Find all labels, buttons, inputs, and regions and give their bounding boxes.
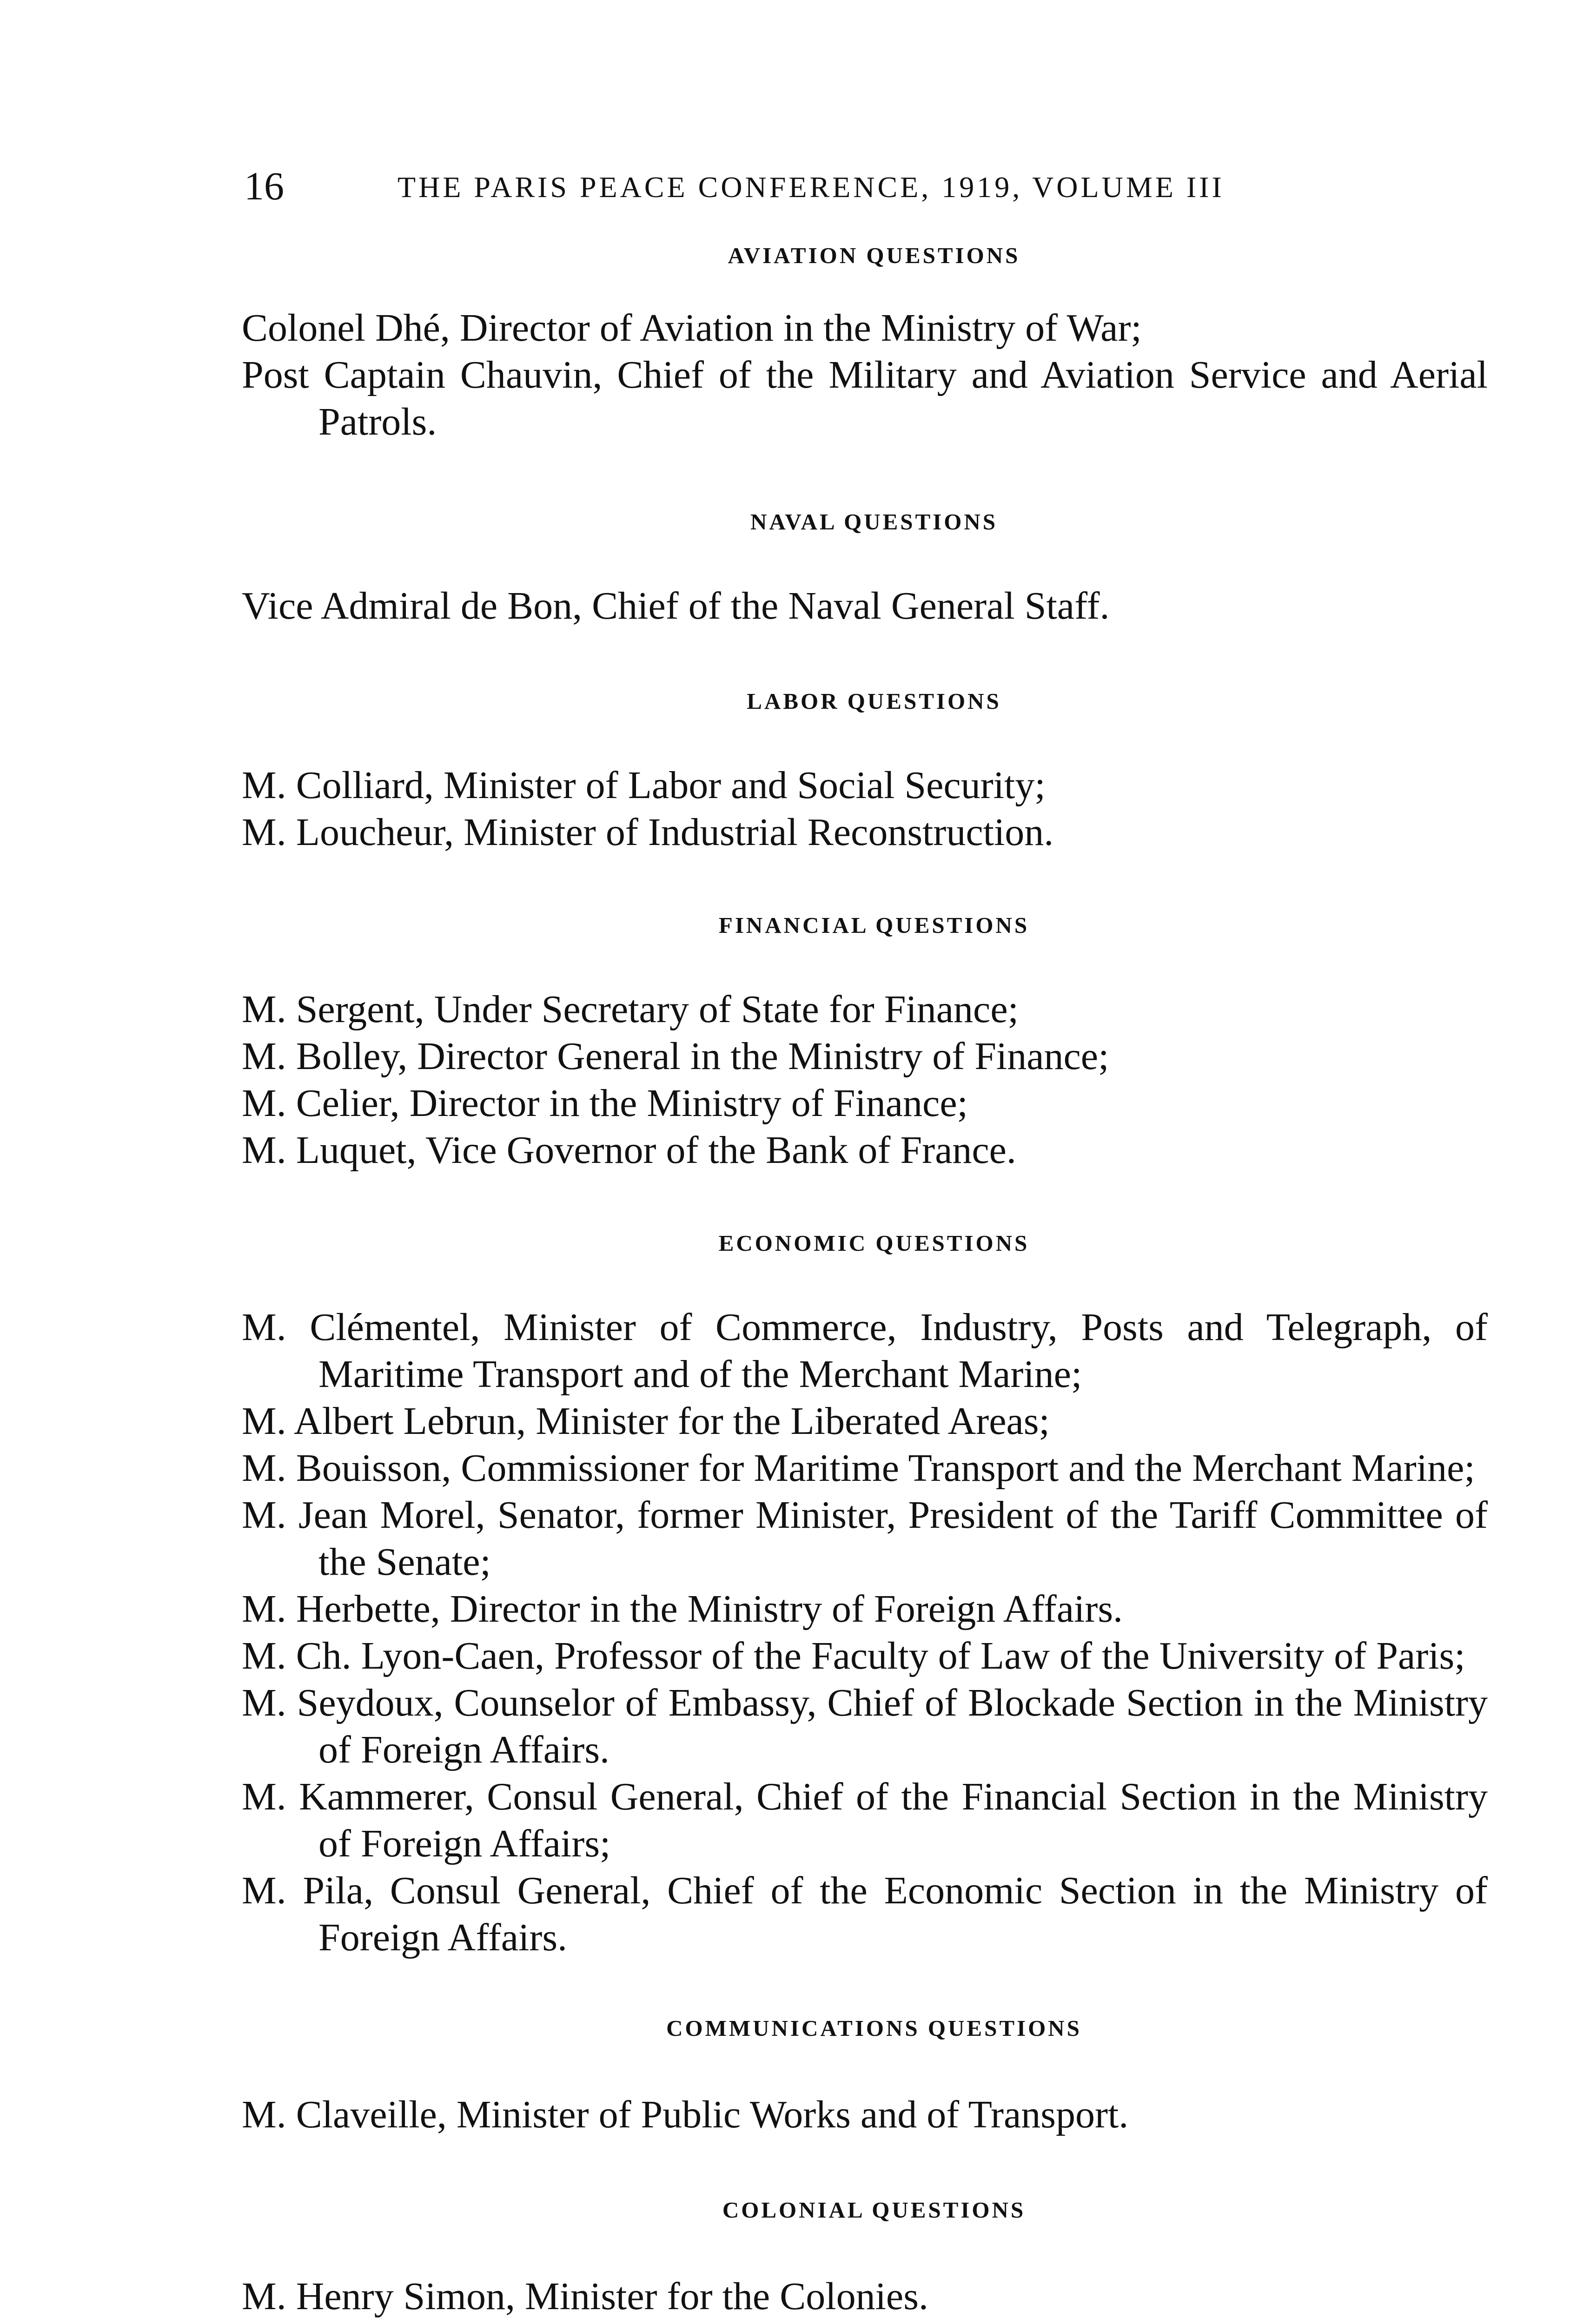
list-item: M. Bouisson, Commissioner for Maritime Transport and the Merchant Marine; <box>242 1446 1475 1490</box>
entry-list <box>242 1304 1488 1961</box>
entry-list <box>242 2091 1488 2138</box>
list-item: M. Herbette, Director in the Ministry of Foreign Affairs. <box>242 1587 1123 1631</box>
list-item: M. Clémentel, Minister of Commerce, Industry, Posts and Telegraph, of Maritime Transport and of the Merchant Marine; <box>242 1306 1488 1396</box>
list-item: M. Claveille, Minister of Public Works and of Transport. <box>242 2093 1129 2136</box>
list-item: M. Jean Morel, Senator, former Minister, President of the Tariff Committee of the Senate; <box>242 1493 1488 1584</box>
list-item: M. Celier, Director in the Ministry of Finance; <box>242 1082 968 1125</box>
list-item: M. Pila, Consul General, Chief of the Economic Section in the Ministry of Foreign Affairs. <box>242 1869 1488 1959</box>
list-item: M. Sergent, Under Secretary of State for Finance; <box>242 988 1019 1031</box>
section-heading: NAVAL QUESTIONS <box>750 509 998 535</box>
list-item: M. Kammerer, Consul General, Chief of the Financial Section in the Ministry of Foreign Affairs; <box>242 1775 1488 1865</box>
section-aviation-questions <box>242 239 1488 445</box>
page-number: 16 <box>244 164 284 208</box>
entry-list <box>242 762 1488 856</box>
list-item: M. Albert Lebrun, Minister for the Liberated Areas; <box>242 1400 1050 1443</box>
list-item: M. Bolley, Director General in the Ministry of Finance; <box>242 1035 1109 1078</box>
section-economic-questions <box>242 1227 1488 1961</box>
list-item: M. Ch. Lyon-Caen, Professor of the Faculty of Law of the University of Paris; <box>242 1634 1465 1677</box>
entry-list <box>242 2273 1488 2320</box>
section-heading: COLONIAL QUESTIONS <box>722 2197 1026 2223</box>
section-colonial-questions <box>242 2194 1488 2320</box>
section-naval-questions <box>242 506 1488 629</box>
section-heading: FINANCIAL QUESTIONS <box>718 912 1030 938</box>
running-head <box>244 160 1341 211</box>
section-financial-questions <box>242 909 1488 1174</box>
section-heading: LABOR QUESTIONS <box>747 688 1001 714</box>
document-body <box>242 239 1488 2320</box>
entry-list <box>242 986 1488 1174</box>
running-title: THE PARIS PEACE CONFERENCE, 1919, VOLUME III <box>397 171 1225 204</box>
section-heading: AVIATION QUESTIONS <box>728 243 1020 268</box>
section-labor-questions <box>242 685 1488 856</box>
entry-list <box>242 582 1488 629</box>
list-item: Post Captain Chauvin, Chief of the Military and Aviation Service and Aerial Patrols. <box>242 353 1488 443</box>
list-item: M. Luquet, Vice Governor of the Bank of France. <box>242 1129 1016 1172</box>
list-item: M. Seydoux, Counselor of Embassy, Chief of Blockade Section in the Ministry of Foreign Affairs. <box>242 1681 1488 1771</box>
list-item: M. Colliard, Minister of Labor and Social Security; <box>242 764 1046 807</box>
list-item: Vice Admiral de Bon, Chief of the Naval General Staff. <box>242 584 1110 627</box>
section-heading: ECONOMIC QUESTIONS <box>718 1230 1030 1256</box>
list-item: M. Henry Simon, Minister for the Colonies. <box>242 2275 928 2318</box>
section-communications-questions <box>242 2012 1488 2138</box>
list-item: Colonel Dhé, Director of Aviation in the Ministry of War; <box>242 306 1142 350</box>
list-item: M. Loucheur, Minister of Industrial Reconstruction. <box>242 811 1054 854</box>
section-heading: COMMUNICATIONS QUESTIONS <box>666 2015 1082 2041</box>
entry-list <box>242 304 1488 445</box>
